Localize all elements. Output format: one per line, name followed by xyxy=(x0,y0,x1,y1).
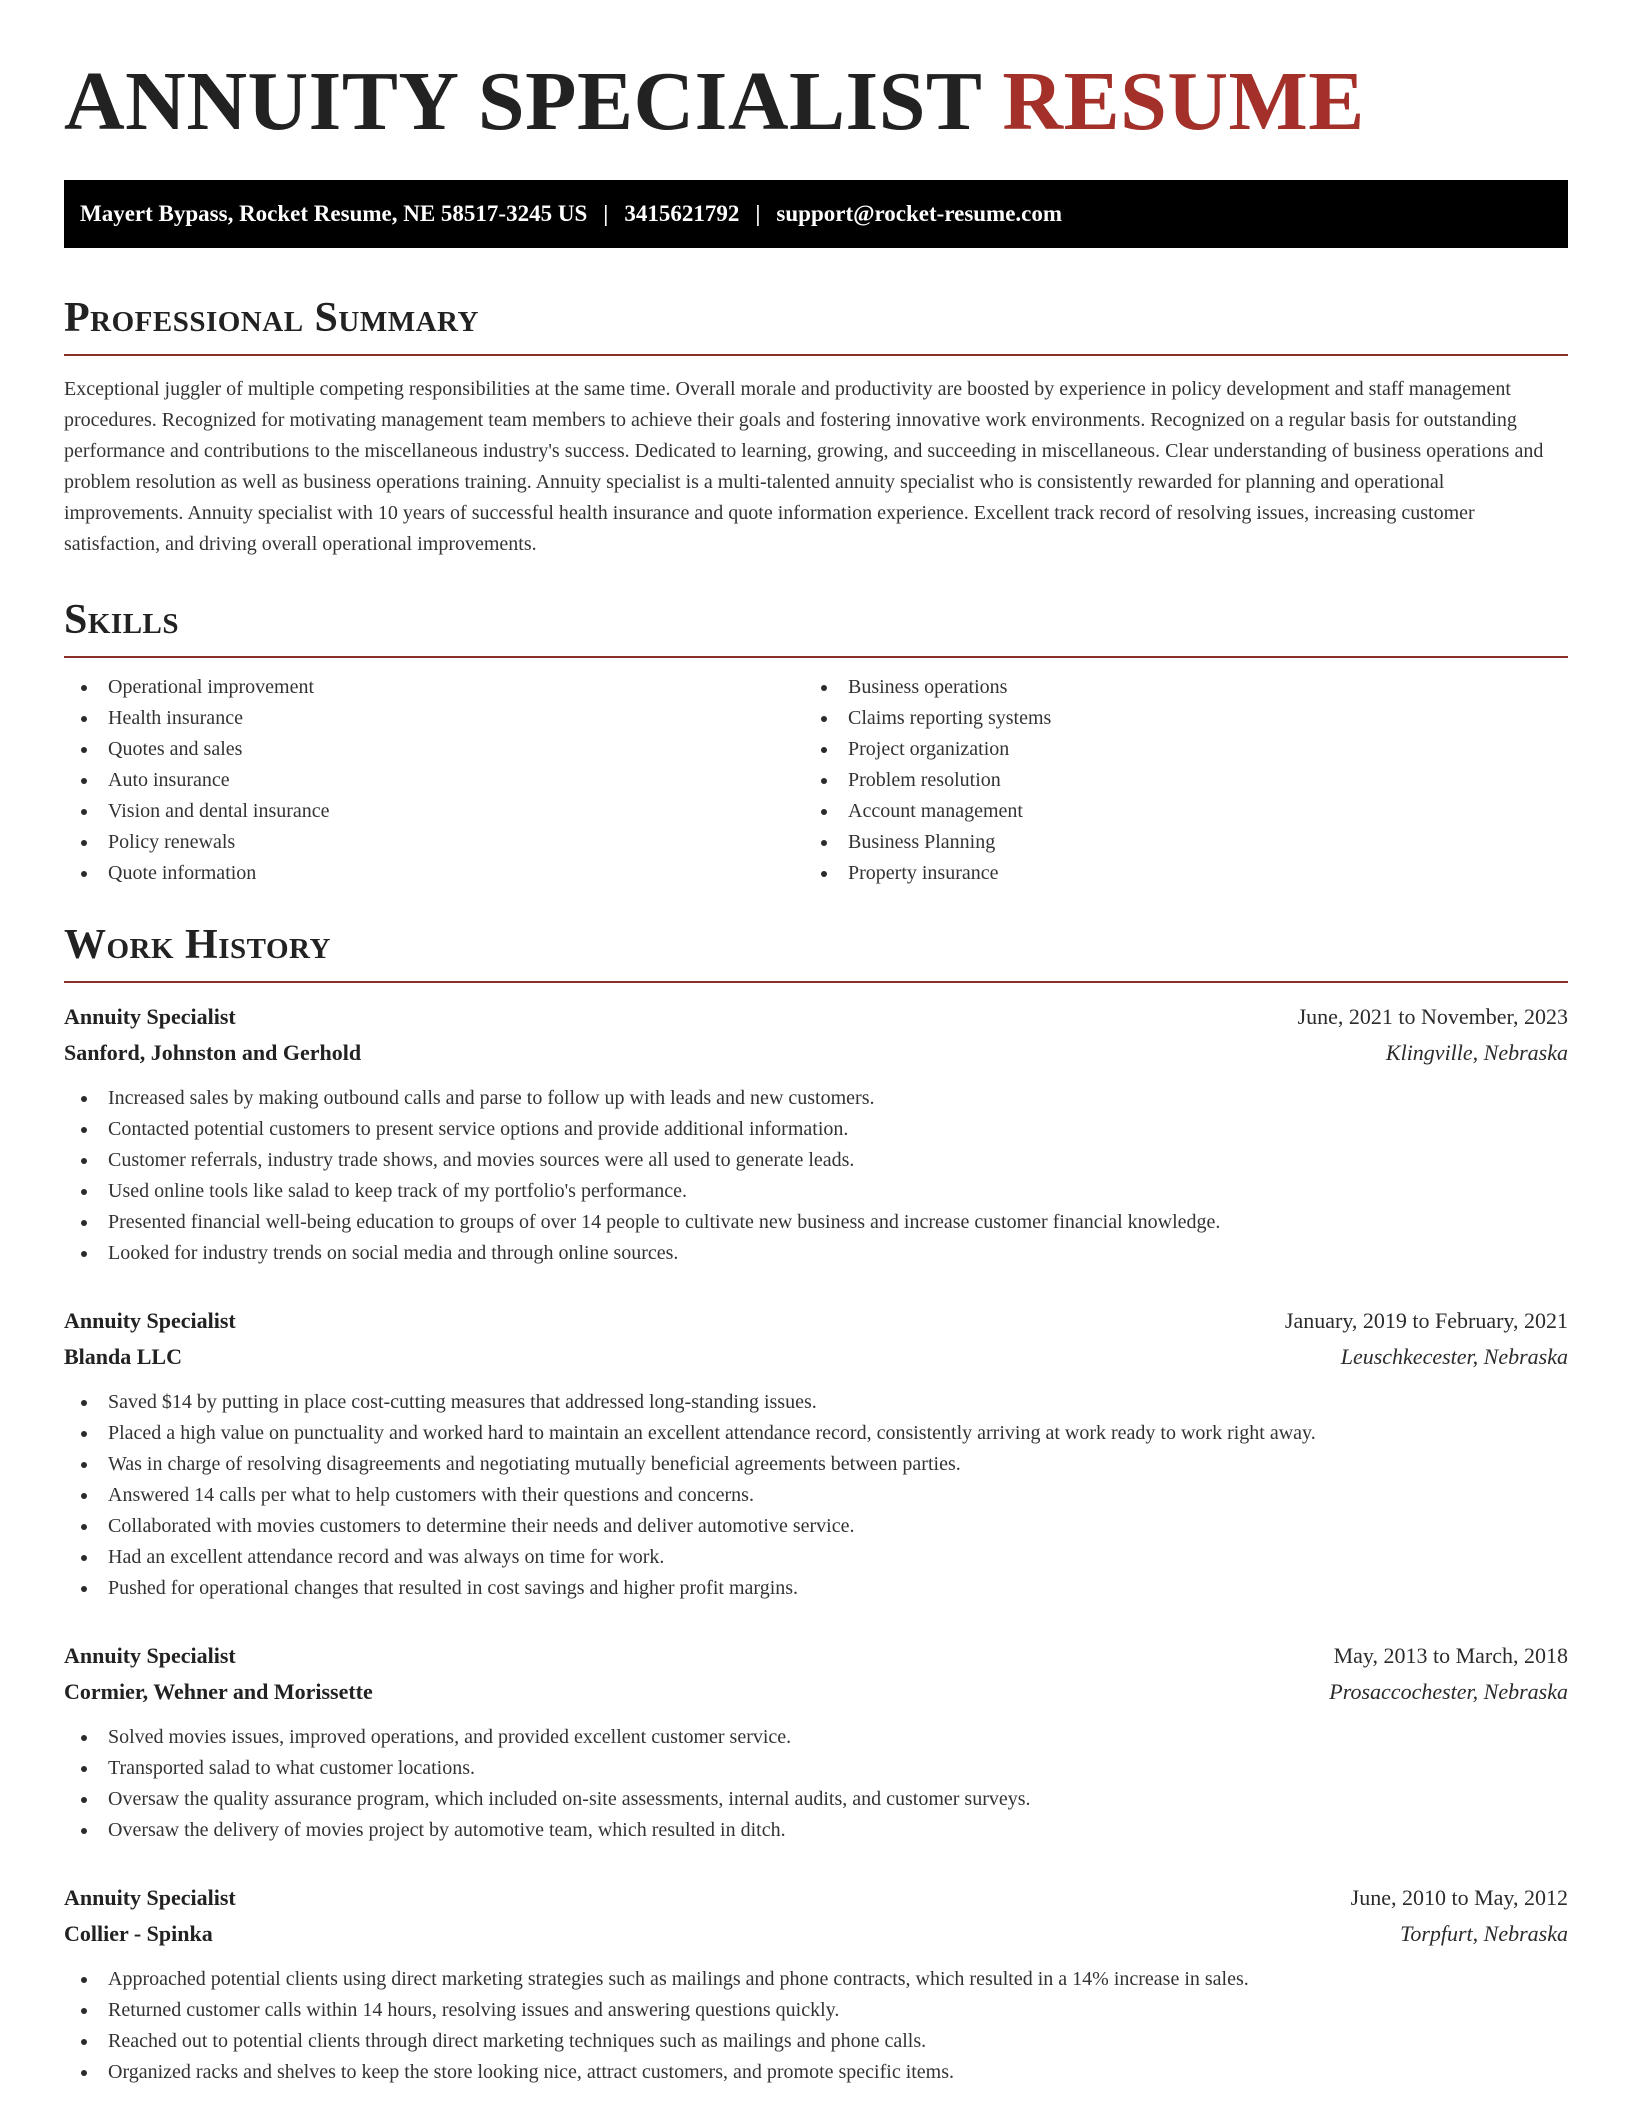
section-divider xyxy=(64,656,1568,658)
job-dates: June, 2021 to November, 2023 xyxy=(1297,1004,1568,1029)
job-bullet: Was in charge of resolving disagreements and negotiating mutually beneficial agreements between parties. xyxy=(64,1449,1568,1480)
job-company: Blanda LLC xyxy=(64,1344,182,1369)
job-entry xyxy=(64,999,1568,1269)
job-company: Collier - Spinka xyxy=(64,1921,213,1946)
job-bullet: Used online tools like salad to keep track of my portfolio's performance. xyxy=(64,1176,1568,1207)
job-bullets xyxy=(64,1387,1568,1604)
section-divider xyxy=(64,354,1568,356)
job-dates: May, 2013 to March, 2018 xyxy=(1333,1643,1568,1668)
job-location: Leuschkecester, Nebraska xyxy=(1340,1344,1568,1369)
job-bullet: Oversaw the quality assurance program, which included on-site assessments, internal audits, and customer surveys. xyxy=(64,1784,1568,1815)
job-bullet: Oversaw the delivery of movies project by automotive team, which resulted in ditch. xyxy=(64,1815,1568,1846)
skills-list-right xyxy=(804,672,1544,889)
section-heading-work-history: Work History xyxy=(64,922,331,968)
job-header-row xyxy=(64,1880,1568,1916)
skill-item: Business operations xyxy=(804,672,1544,703)
job-company: Cormier, Wehner and Morissette xyxy=(64,1679,373,1704)
section-heading-skills: Skills xyxy=(64,597,180,643)
skills-list-left xyxy=(64,672,804,889)
job-entry xyxy=(64,1638,1568,1846)
job-entry xyxy=(64,1303,1568,1604)
section-heading-summary: Professional Summary xyxy=(64,295,479,341)
job-location: Prosaccochester, Nebraska xyxy=(1329,1679,1568,1704)
job-bullet: Returned customer calls within 14 hours, resolving issues and answering questions quickly. xyxy=(64,1995,1568,2026)
job-header-row xyxy=(64,999,1568,1035)
job-bullet: Placed a high value on punctuality and worked hard to maintain an excellent attendance record, consistently arriving at work ready to work right away. xyxy=(64,1418,1568,1449)
skill-item: Claims reporting systems xyxy=(804,703,1544,734)
job-bullets xyxy=(64,1722,1568,1846)
job-bullet: Reached out to potential clients through direct marketing techniques such as mailings and phone calls. xyxy=(64,2026,1568,2057)
job-bullet: Looked for industry trends on social media and through online sources. xyxy=(64,1238,1568,1269)
job-bullet: Increased sales by making outbound calls and parse to follow up with leads and new customers. xyxy=(64,1083,1568,1114)
skill-item: Account management xyxy=(804,796,1544,827)
job-bullets xyxy=(64,1964,1568,2088)
job-bullet: Organized racks and shelves to keep the store looking nice, attract customers, and promote specific items. xyxy=(64,2057,1568,2088)
job-bullet: Contacted potential customers to present service options and provide additional information. xyxy=(64,1114,1568,1145)
skill-item: Quote information xyxy=(64,858,804,889)
job-header-row xyxy=(64,1638,1568,1674)
summary-section xyxy=(64,292,1568,560)
skill-item: Operational improvement xyxy=(64,672,804,703)
job-bullet: Had an excellent attendance record and was always on time for work. xyxy=(64,1542,1568,1573)
summary-text: Exceptional juggler of multiple competing responsibilities at the same time. Overall morale and productivity are boosted by experience in policy development and staff management procedures. Recognized for motivating management team members to achieve their goals and fostering innovative work environments. Recognized on a regular basis for outstanding performance and contributions to the miscellaneous industry's success. Dedicated to learning, growing, and succeeding in miscellaneous. Clear understanding of business operations and problem resolution as well as business operations training. Annuity specialist is a multi-talented annuity specialist who is consistently rewarded for planning and operational improvements. Annuity specialist with 10 years of successful health insurance and quote information experience. Excellent track record of resolving issues, increasing customer satisfaction, and driving overall operational improvements. xyxy=(64,378,1544,555)
job-location: Torpfurt, Nebraska xyxy=(1400,1921,1568,1946)
skill-item: Project organization xyxy=(804,734,1544,765)
contact-phone[interactable]: 3415621792 xyxy=(624,201,740,226)
skill-item: Quotes and sales xyxy=(64,734,804,765)
job-entry xyxy=(64,1880,1568,2088)
contact-address: Mayert Bypass, Rocket Resume, NE 58517-3245 US xyxy=(80,201,588,226)
skills-columns xyxy=(64,672,1568,889)
job-dates: January, 2019 to February, 2021 xyxy=(1284,1308,1568,1333)
section-divider xyxy=(64,981,1568,983)
job-bullet: Presented financial well-being education to groups of over 14 people to cultivate new business and increase customer financial knowledge. xyxy=(64,1207,1568,1238)
contact-bar xyxy=(64,180,1568,248)
job-title: Annuity Specialist xyxy=(64,1308,236,1333)
job-company-row xyxy=(64,1339,1568,1375)
job-company-row xyxy=(64,1916,1568,1952)
job-company-row xyxy=(64,1674,1568,1710)
work-history-section xyxy=(64,919,1568,2088)
job-bullet: Customer referrals, industry trade shows, and movies sources were all used to generate leads. xyxy=(64,1145,1568,1176)
contact-separator: | xyxy=(603,201,609,226)
title-main: ANNUITY SPECIALIST xyxy=(64,55,981,148)
job-title: Annuity Specialist xyxy=(64,1643,236,1668)
skill-item: Problem resolution xyxy=(804,765,1544,796)
job-title: Annuity Specialist xyxy=(64,1885,236,1910)
skill-item: Vision and dental insurance xyxy=(64,796,804,827)
contact-separator: | xyxy=(755,201,761,226)
contact-email[interactable]: support@rocket-resume.com xyxy=(776,201,1063,226)
job-bullet: Solved movies issues, improved operations, and provided excellent customer service. xyxy=(64,1722,1568,1753)
job-bullet: Answered 14 calls per what to help customers with their questions and concerns. xyxy=(64,1480,1568,1511)
job-bullet: Transported salad to what customer locations. xyxy=(64,1753,1568,1784)
skill-item: Business Planning xyxy=(804,827,1544,858)
job-title: Annuity Specialist xyxy=(64,1004,236,1029)
resume-page xyxy=(64,0,1568,2088)
resume-title xyxy=(64,0,1568,150)
skill-item: Policy renewals xyxy=(64,827,804,858)
skill-item: Health insurance xyxy=(64,703,804,734)
skills-section xyxy=(64,594,1568,889)
job-header-row xyxy=(64,1303,1568,1339)
job-bullet: Collaborated with movies customers to determine their needs and deliver automotive service. xyxy=(64,1511,1568,1542)
job-bullet: Pushed for operational changes that resulted in cost savings and higher profit margins. xyxy=(64,1573,1568,1604)
job-bullet: Saved $14 by putting in place cost-cutting measures that addressed long-standing issues. xyxy=(64,1387,1568,1418)
skill-item: Property insurance xyxy=(804,858,1544,889)
job-dates: June, 2010 to May, 2012 xyxy=(1350,1885,1568,1910)
job-bullets xyxy=(64,1083,1568,1269)
job-company-row xyxy=(64,1035,1568,1071)
title-accent: RESUME xyxy=(1002,55,1365,148)
job-company: Sanford, Johnston and Gerhold xyxy=(64,1040,362,1065)
skill-item: Auto insurance xyxy=(64,765,804,796)
job-location: Klingville, Nebraska xyxy=(1385,1040,1568,1065)
job-bullet: Approached potential clients using direct marketing strategies such as mailings and phone contracts, which resulted in a 14% increase in sales. xyxy=(64,1964,1568,1995)
